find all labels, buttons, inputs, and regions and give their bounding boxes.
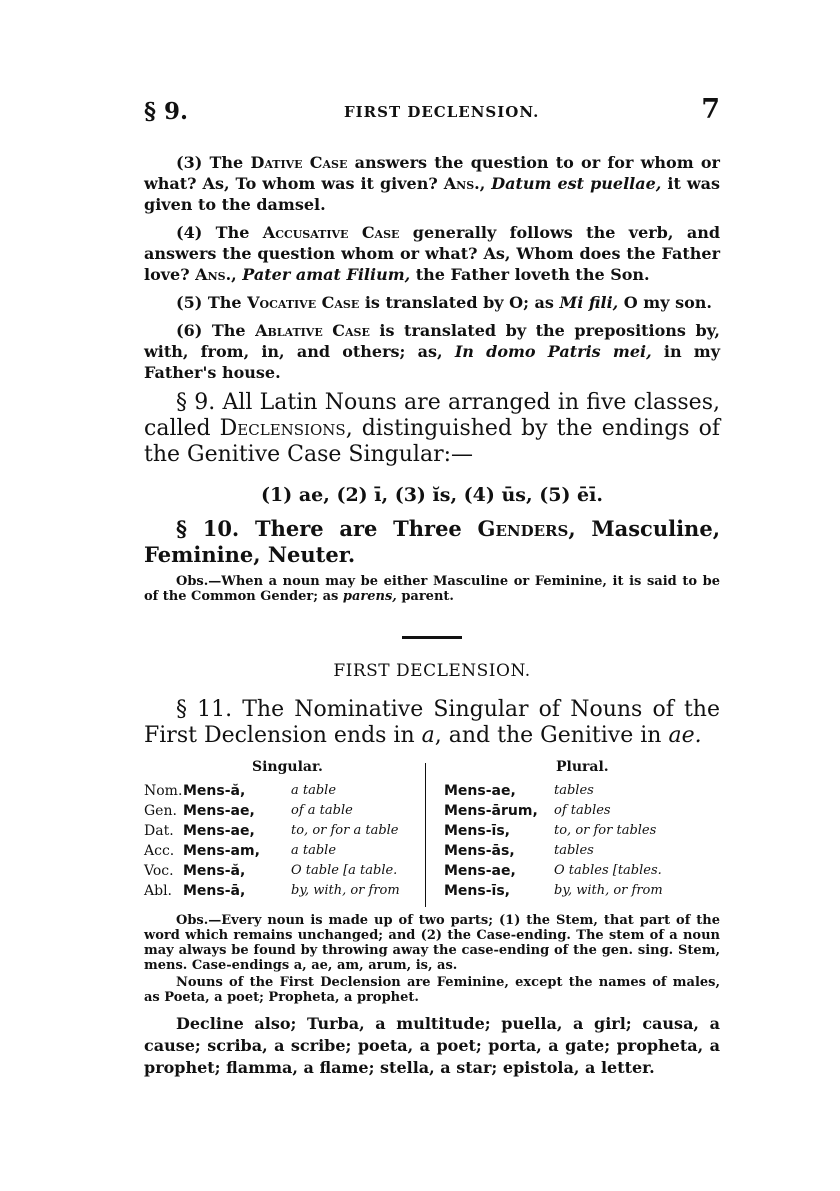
case-label: Nom. [144, 783, 183, 799]
observation-feminine: Nouns of the First Declension are Feminine, except the names of males, as Poeta, a poet; Propheta, a prophet. [144, 975, 720, 1005]
plural-form: Mens-ae, [444, 863, 516, 879]
para-text: generally follows the verb, and answers the question whom or what? As, Whom does the Father love? [144, 223, 721, 284]
observation-stem: Obs.—Every noun is made up of two parts; (1) the Stem, that part of the word which remains unchanged; and (2) the Case-ending. The stem of a noun may always be found by throwing away the case-ending of the gen. sing. Stem, mens. Case-endings a, ae, am, arum, is, as. [144, 913, 720, 973]
plural-translation: O tables [tables. [554, 863, 662, 878]
page-number: 7 [701, 94, 720, 125]
answer-label: Ans., [443, 174, 486, 193]
section-text: § 11. The Nominative Singular of Nouns of the First Declension ends in [144, 697, 720, 748]
section-divider [402, 636, 462, 639]
declension-table [144, 759, 720, 911]
section-text: § 9. All Latin Nouns are arranged in five classes, called [144, 390, 720, 441]
section-term: Declensions [219, 416, 346, 441]
singular-translation: by, with, or from [291, 883, 400, 898]
case-label: Acc. [144, 843, 175, 859]
para-text: in my Father's house. [144, 342, 721, 382]
decline-exercise: Decline also; Turba, a multitude; puella, a girl; causa, a cause; scriba, a scribe; poeta, a poet; porta, a gate; propheta, a prophet; flamma, a flame; stella, a star; epistola, a letter. [144, 1014, 720, 1077]
genitive-endings: (1) ae, (2) ī, (3) ĭs, (4) ūs, (5) ēī. [261, 484, 603, 506]
declension-row [144, 843, 720, 862]
ablative-paragraph [144, 320, 720, 383]
latin-example: In domo Patris mei, [454, 342, 652, 361]
section-term: Genders [477, 516, 569, 541]
plural-translation: tables [554, 783, 594, 798]
singular-form: Mens-ă, [183, 863, 246, 879]
plural-form: Mens-ās, [444, 843, 515, 859]
section-9-paragraph [144, 390, 720, 468]
singular-form: Mens-ā, [183, 883, 246, 899]
section-title: FIRST DECLENSION. [333, 661, 531, 681]
para-text: the Father loveth the Son. [410, 265, 650, 284]
latin-example: Pater amat Filium, [236, 265, 411, 284]
declension-row [144, 883, 720, 902]
singular-form: Mens-am, [183, 843, 260, 859]
obs-text: parent. [396, 589, 454, 604]
case-label: Dat. [144, 823, 174, 839]
accusative-paragraph [144, 222, 720, 285]
page-body [144, 152, 720, 1079]
para-number: (5) The [176, 293, 248, 312]
case-name: Dative Case [250, 153, 348, 172]
dative-paragraph [144, 152, 720, 215]
plural-form: Mens-īs, [444, 823, 510, 839]
para-number: (6) The [176, 321, 256, 340]
section-text: , distinguished by the endings of the Genitive Case Singular:— [144, 416, 721, 467]
case-label: Gen. [144, 803, 177, 819]
para-text: answers the question to or for whom or what? As, To whom was it given? [144, 153, 720, 193]
case-name: Ablative Case [255, 321, 370, 340]
singular-heading: Singular. [252, 759, 323, 775]
latin-example: Mi fili, [559, 293, 619, 312]
ending-a: a [421, 723, 435, 748]
singular-form: Mens-ae, [183, 823, 255, 839]
ending-ae: ae. [668, 723, 702, 748]
singular-translation: a table [291, 843, 337, 858]
plural-form: Mens-ae, [444, 783, 516, 799]
para-number: (3) The [176, 153, 251, 172]
observation-gender [144, 574, 720, 604]
case-label: Abl. [144, 883, 172, 899]
vocative-paragraph [144, 292, 720, 313]
latin-example: parens, [342, 589, 397, 604]
page-header [144, 94, 720, 132]
para-text: it was given to the damsel. [144, 174, 720, 214]
header-title: FIRST DECLENSION. [344, 103, 540, 121]
plural-translation: by, with, or from [554, 883, 663, 898]
declension-row [144, 823, 720, 842]
section-text: , Masculine, Feminine, Neuter. [144, 516, 720, 567]
section-text: § 10. There are Three [176, 516, 478, 541]
section-10-paragraph [144, 516, 720, 568]
section-11-paragraph [144, 697, 720, 749]
obs-text: Obs.—When a noun may be either Masculine or Feminine, it is said to be of the Common Gender; as [144, 574, 720, 604]
latin-example: Datum est puellae, [485, 174, 662, 193]
declension-row [144, 803, 720, 822]
para-text: is translated by the prepositions by, with, from, in, and others; as, [144, 321, 721, 361]
singular-translation: to, or for a table [291, 823, 399, 838]
singular-translation: of a table [291, 803, 353, 818]
plural-form: Mens-ārum, [444, 803, 538, 819]
para-number: (4) The [176, 223, 263, 242]
singular-form: Mens-ă, [183, 783, 246, 799]
header-section: § 9. [144, 98, 189, 125]
singular-translation: a table [291, 783, 337, 798]
section-text: , and the Genitive in [434, 723, 669, 748]
para-text: O my son. [618, 293, 712, 312]
case-name: Vocative Case [247, 293, 360, 312]
plural-translation: of tables [554, 803, 611, 818]
plural-translation: tables [554, 843, 594, 858]
plural-heading: Plural. [556, 759, 609, 775]
plural-translation: to, or for tables [554, 823, 657, 838]
declension-row [144, 863, 720, 882]
case-label: Voc. [144, 863, 174, 879]
answer-label: Ans., [195, 265, 237, 284]
case-name: Accusative Case [262, 223, 400, 242]
singular-form: Mens-ae, [183, 803, 255, 819]
singular-translation: O table [a table. [291, 863, 398, 878]
declension-row [144, 783, 720, 802]
para-text: is translated by O; as [359, 293, 560, 312]
plural-form: Mens-īs, [444, 883, 510, 899]
